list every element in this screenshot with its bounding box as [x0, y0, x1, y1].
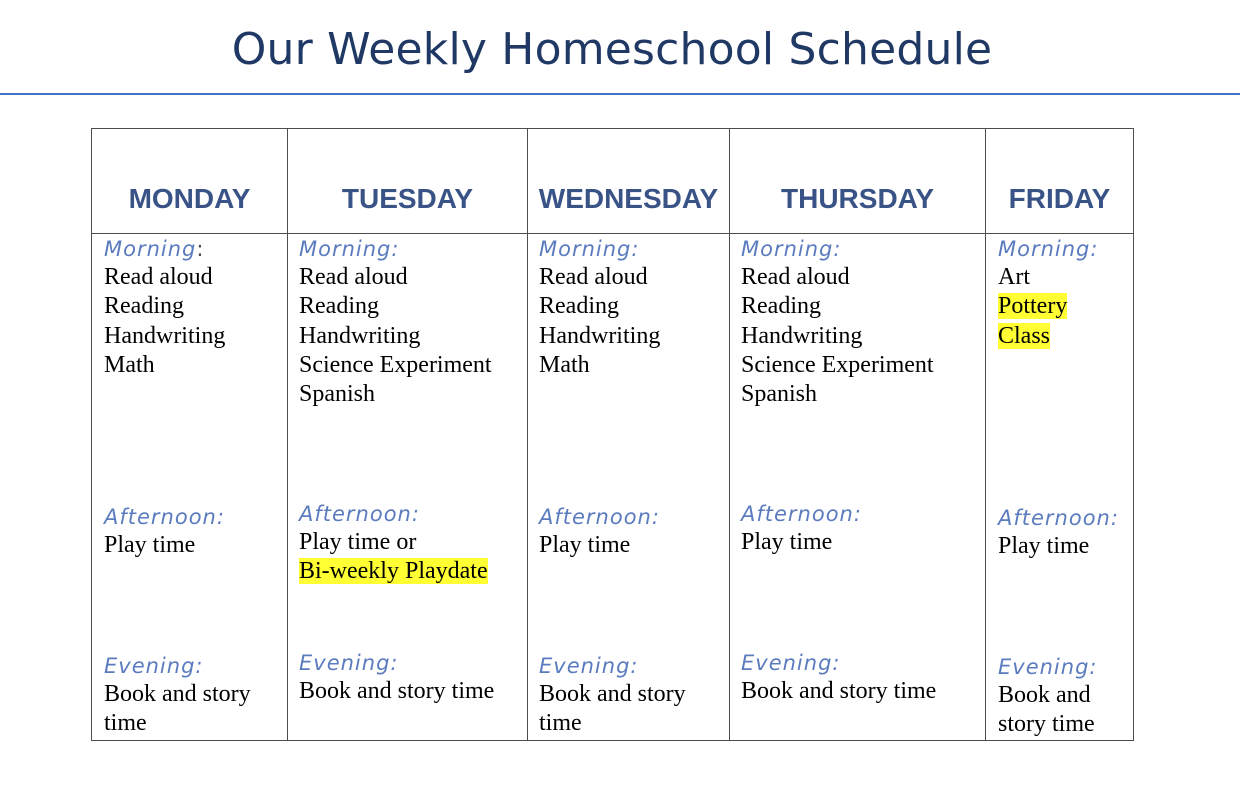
- activity-item: Play time: [539, 532, 631, 558]
- morning-label: Morning:: [998, 237, 1099, 261]
- day-header-tuesday: TUESDAY: [341, 183, 474, 214]
- activity-item: Math: [104, 351, 155, 378]
- page-title: Our Weekly Homeschool Schedule: [231, 24, 993, 75]
- header-divider: [92, 233, 1133, 234]
- activity-item: Handwriting: [539, 322, 661, 349]
- afternoon-label: Afternoon:: [539, 505, 660, 529]
- morning-label: Morning: [104, 237, 197, 261]
- tuesday-evening: [299, 649, 494, 706]
- highlighted-activity: Bi-weekly Playdate: [299, 558, 488, 585]
- monday-morning: [104, 235, 225, 380]
- activity-item: Play time: [104, 532, 196, 558]
- tuesday-morning: [299, 235, 492, 409]
- activity-item: Reading: [299, 293, 379, 320]
- schedule-table: [91, 128, 1134, 741]
- morning-label: Morning:: [741, 237, 842, 261]
- highlighted-activity: Class: [998, 322, 1051, 349]
- morning-label: Morning:: [539, 237, 640, 261]
- morning-label: Morning:: [299, 237, 400, 261]
- activity-item: Read aloud: [741, 264, 850, 290]
- activity-item: Book and story: [104, 681, 251, 707]
- activity-item: Book and story time: [741, 678, 937, 704]
- friday-evening: [998, 653, 1097, 740]
- friday-morning: [998, 235, 1098, 351]
- afternoon-label: Afternoon:: [299, 502, 420, 526]
- wednesday-morning: [539, 235, 660, 380]
- activity-item: Play time: [998, 533, 1090, 559]
- activity-item: Book and story: [539, 681, 686, 707]
- day-header-friday: FRIDAY: [1008, 183, 1111, 214]
- day-header-wednesday: WEDNESDAY: [538, 183, 719, 214]
- column-divider: [985, 129, 986, 740]
- activity-item: Book and: [998, 682, 1091, 708]
- thursday-afternoon: [741, 500, 862, 557]
- activity-item: Reading: [104, 293, 184, 320]
- afternoon-label: Afternoon:: [741, 502, 862, 526]
- evening-label: Evening:: [741, 651, 841, 675]
- activity-item: Spanish: [299, 381, 376, 408]
- period-label: [104, 235, 225, 263]
- highlighted-activity: Pottery: [998, 293, 1068, 320]
- activity-item: Read aloud: [104, 264, 213, 290]
- activity-item: Art: [998, 264, 1030, 290]
- label-colon: :: [196, 237, 205, 261]
- wednesday-afternoon: [539, 503, 660, 560]
- evening-label: Evening:: [539, 654, 639, 678]
- day-header-thursday: THURSDAY: [781, 183, 934, 214]
- afternoon-label: Afternoon:: [104, 505, 225, 529]
- activity-item: Play time or: [299, 529, 417, 555]
- column-divider: [729, 129, 730, 740]
- thursday-morning: [741, 235, 934, 409]
- activity-item: Reading: [539, 293, 619, 320]
- activity-item: Science Experiment: [299, 351, 492, 378]
- column-divider: [287, 129, 288, 740]
- evening-label: Evening:: [104, 654, 204, 678]
- activity-item: Handwriting: [104, 322, 226, 349]
- activity-item: Handwriting: [741, 322, 863, 349]
- activity-item: time: [104, 710, 147, 737]
- activity-item: Spanish: [741, 381, 818, 408]
- activity-item: time: [539, 710, 582, 737]
- activity-item: Handwriting: [299, 322, 421, 349]
- evening-label: Evening:: [299, 651, 399, 675]
- monday-evening: [104, 652, 251, 739]
- tuesday-afternoon: [299, 500, 488, 587]
- activity-item: Read aloud: [539, 264, 648, 290]
- activity-item: Book and story time: [299, 678, 495, 704]
- wednesday-evening: [539, 652, 686, 739]
- monday-afternoon: [104, 503, 225, 560]
- activity-item: Read aloud: [299, 264, 408, 290]
- title-divider: [0, 93, 1240, 95]
- afternoon-label: Afternoon:: [998, 506, 1119, 530]
- activity-item: Math: [539, 351, 590, 378]
- activity-item: Reading: [741, 293, 821, 320]
- friday-afternoon: [998, 504, 1119, 561]
- activity-item: Science Experiment: [741, 351, 934, 378]
- thursday-evening: [741, 649, 936, 706]
- evening-label: Evening:: [998, 655, 1098, 679]
- column-divider: [527, 129, 528, 740]
- activity-item: Play time: [741, 529, 833, 555]
- day-header-monday: MONDAY: [128, 183, 251, 214]
- activity-item: story time: [998, 711, 1095, 738]
